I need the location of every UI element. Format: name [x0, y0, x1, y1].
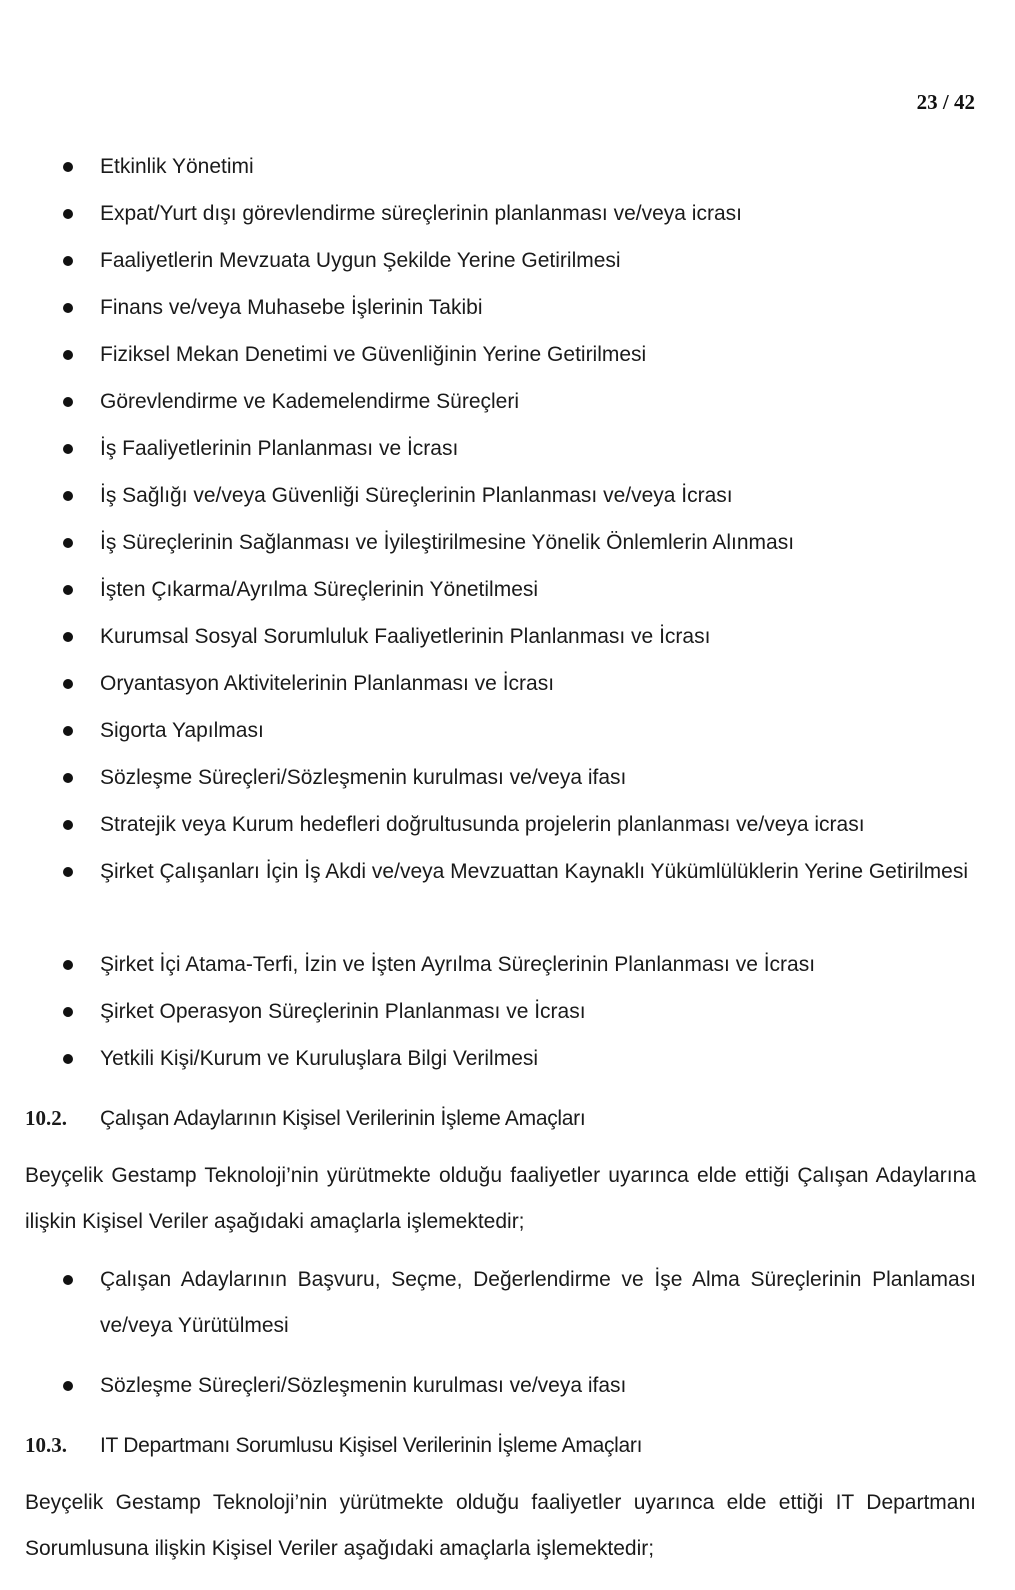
list-item: Oryantasyon Aktivitelerinin Planlanması ve İcrası [100, 661, 976, 707]
list-item: Kurumsal Sosyal Sorumluluk Faaliyetlerinin Planlanması ve İcrası [100, 614, 976, 660]
page-number: 23 / 42 [916, 90, 975, 114]
list-item: Sigorta Yapılması [100, 708, 976, 754]
list-item: İş Süreçlerinin Sağlanması ve İyileştirilmesine Yönelik Önlemlerin Alınması [100, 520, 976, 566]
list-item: Sözleşme Süreçleri/Sözleşmenin kurulması ve/veya ifası [100, 755, 976, 801]
list-item: Sözleşme Süreçleri/Sözleşmenin kurulması ve/veya ifası [100, 1363, 976, 1409]
section-heading-10-2 [25, 1103, 585, 1134]
list-item: Çalışan Adaylarının Başvuru, Seçme, Değerlendirme ve İşe Alma Süreçlerinin Planlaması ve/veya Yürütülmesi [100, 1257, 976, 1349]
section-title: IT Departmanı Sorumlusu Kişisel Verilerinin İşleme Amaçları [100, 1434, 643, 1457]
list-item: Şirket İçi Atama-Terfi, İzin ve İşten Ayrılma Süreçlerinin Planlanması ve İcrası [100, 942, 976, 988]
list-item: Finans ve/veya Muhasebe İşlerinin Takibi [100, 285, 976, 331]
list-item: İşten Çıkarma/Ayrılma Süreçlerinin Yönetilmesi [100, 567, 976, 613]
list-item: Görevlendirme ve Kademelendirme Süreçleri [100, 379, 976, 425]
list-item: Etkinlik Yönetimi [100, 144, 976, 190]
section-intro: Beyçelik Gestamp Teknoloji’nin yürütmekte olduğu faaliyetler uyarınca elde ettiği Çalışan Adaylarına ilişkin Kişisel Veriler aşağıdaki amaçlarla işlemektedir; [25, 1164, 976, 1233]
list-item: Yetkili Kişi/Kurum ve Kuruluşlara Bilgi Verilmesi [100, 1036, 976, 1082]
list-item: İş Faaliyetlerinin Planlanması ve İcrası [100, 426, 976, 472]
section-number: 10.3. [25, 1433, 67, 1457]
section-heading-10-3 [25, 1430, 642, 1461]
list-item: Stratejik veya Kurum hedefleri doğrultusunda projelerin planlanması ve/veya icrası [100, 802, 976, 848]
section-title: Çalışan Adaylarının Kişisel Verilerinin İşleme Amaçları [100, 1107, 586, 1130]
list-item: Şirket Operasyon Süreçlerinin Planlanması ve İcrası [100, 989, 976, 1035]
list-item: İş Sağlığı ve/veya Güvenliği Süreçlerinin Planlanması ve/veya İcrası [100, 473, 976, 519]
section-number: 10.2. [25, 1106, 67, 1130]
list-item: Expat/Yurt dışı görevlendirme süreçlerinin planlanması ve/veya icrası [100, 191, 976, 237]
list-item: Fiziksel Mekan Denetimi ve Güvenliğinin Yerine Getirilmesi [100, 332, 976, 378]
list-item: Faaliyetlerin Mevzuata Uygun Şekilde Yerine Getirilmesi [100, 238, 976, 284]
list-item: Şirket Çalışanları İçin İş Akdi ve/veya Mevzuattan Kaynaklı Yükümlülüklerin Yerine Getirilmesi [100, 849, 976, 895]
section-intro: Beyçelik Gestamp Teknoloji’nin yürütmekte olduğu faaliyetler uyarınca elde ettiği IT Departmanı Sorumlusuna ilişkin Kişisel Veriler aşağıdaki amaçlarla işlemektedir; [25, 1491, 976, 1560]
